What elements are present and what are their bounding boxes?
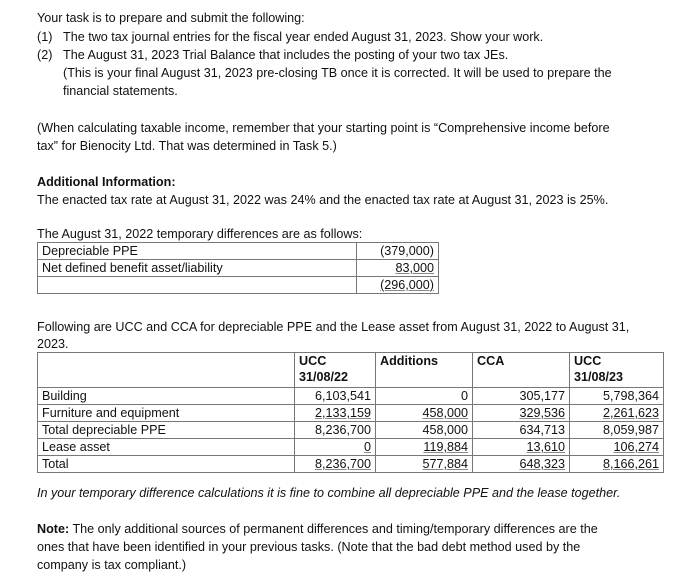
cell-cca: 13,610: [526, 440, 565, 454]
row-label: Total: [38, 456, 295, 473]
row-label: Depreciable PPE: [38, 243, 357, 260]
cell-ucc22: 2,133,159: [314, 406, 371, 420]
task-item-number: (1): [37, 30, 53, 44]
table-row: [38, 388, 664, 405]
cell-ucc22: 6,103,541: [295, 388, 376, 405]
ucc-cca-table: [37, 352, 664, 473]
cell-ucc23: 5,798,364: [570, 388, 664, 405]
cell-ucc22: 0: [363, 440, 371, 454]
task-note-line1: (This is your final August 31, 2023 pre-closing TB once it is corrected. It will be used to prepare the: [63, 66, 612, 80]
table-row: [38, 260, 439, 277]
header-empty: [38, 353, 295, 388]
header-cca: CCA: [473, 353, 570, 388]
row-label: Furniture and equipment: [38, 405, 295, 422]
ucc-caption-line2: 2023.: [37, 337, 69, 351]
cell-cca: 648,323: [519, 457, 565, 471]
tax-rate-text: The enacted tax rate at August 31, 2022 was 24% and the enacted tax rate at August 31, 2023 is 25%.: [37, 193, 609, 207]
row-label: Net defined benefit asset/liability: [38, 260, 357, 277]
row-label: Building: [38, 388, 295, 405]
cell-cca: 329,536: [519, 406, 565, 420]
task-item-2: [37, 46, 508, 64]
temp-diff-caption: The August 31, 2022 temporary differences are as follows:: [37, 227, 363, 241]
row-value-total: (296,000): [380, 278, 434, 292]
cell-additions: 458,000: [422, 406, 468, 420]
cell-additions: 0: [376, 388, 473, 405]
task-note-line2: financial statements.: [63, 84, 178, 98]
row-label: Lease asset: [38, 439, 295, 456]
header-ucc-2022: UCC 31/08/22: [295, 353, 376, 388]
cell-cca: 305,177: [473, 388, 570, 405]
table-row: [38, 439, 664, 456]
additional-info-heading: Additional Information:: [37, 175, 176, 189]
table-row-total: [38, 456, 664, 473]
ucc-caption-line1: Following are UCC and CCA for depreciable PPE and the Lease asset from August 31, 2022 to August 31,: [37, 320, 630, 334]
final-note-line3: company is tax compliant.): [37, 558, 187, 572]
cell-ucc23: 2,261,623: [602, 406, 659, 420]
header-additions: Additions: [376, 353, 473, 388]
cell-additions: 119,884: [423, 440, 468, 454]
reminder-line2: tax” for Bienocity Ltd. That was determined in Task 5.): [37, 139, 337, 153]
temp-diff-table: [37, 242, 439, 294]
table-row: [38, 243, 439, 260]
task-heading: Your task is to prepare and submit the following:: [37, 11, 305, 25]
final-note-line1: Note: The only additional sources of permanent differences and timing/temporary differences are the: [37, 522, 598, 536]
task-item-text: The two tax journal entries for the fiscal year ended August 31, 2023. Show your work.: [63, 30, 544, 44]
cell-ucc22: 8,236,700: [314, 457, 371, 471]
cell-ucc23: 106,274: [613, 440, 659, 454]
final-note-line2: ones that have been identified in your previous tasks. (Note that the bad debt method used by the: [37, 540, 581, 554]
table-row: [38, 277, 439, 294]
cell-ucc23: 8,166,261: [602, 457, 659, 471]
ucc-footnote: In your temporary difference calculations it is fine to combine all depreciable PPE and the lease together.: [37, 486, 621, 500]
table-row: [38, 405, 664, 422]
row-value: 83,000: [395, 261, 434, 275]
table-header-row: [38, 353, 664, 388]
row-label: [38, 277, 357, 294]
cell-ucc23: 8,059,987: [570, 422, 664, 439]
header-ucc-2023: UCC 31/08/23: [570, 353, 664, 388]
cell-cca: 634,713: [473, 422, 570, 439]
cell-ucc22: 8,236,700: [295, 422, 376, 439]
reminder-line1: (When calculating taxable income, remember that your starting point is “Comprehensive income before: [37, 121, 610, 135]
cell-additions: 577,884: [422, 457, 468, 471]
task-item-number: (2): [37, 48, 53, 62]
cell-additions: 458,000: [376, 422, 473, 439]
table-row: [38, 422, 664, 439]
note-label: Note:: [37, 522, 70, 536]
task-item-1: [37, 28, 543, 46]
row-label: Total depreciable PPE: [38, 422, 295, 439]
row-value: (379,000): [357, 243, 439, 260]
task-item-text: The August 31, 2023 Trial Balance that includes the posting of your two tax JEs.: [63, 48, 509, 62]
